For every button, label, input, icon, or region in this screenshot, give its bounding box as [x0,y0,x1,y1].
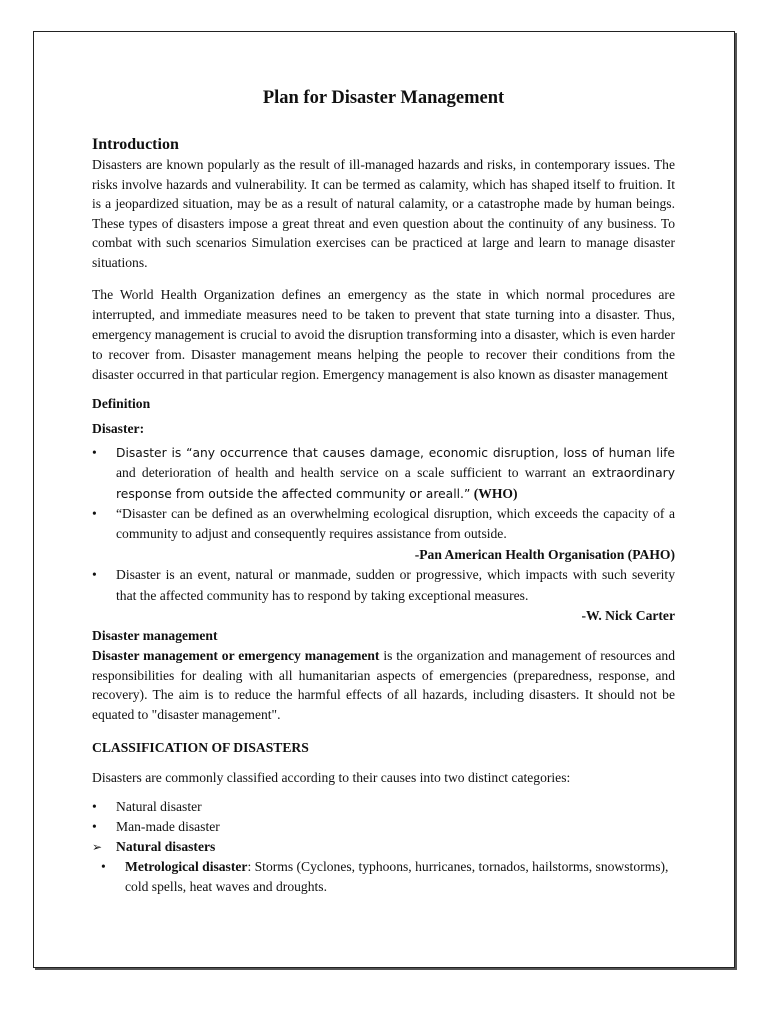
list-item [92,565,675,626]
disaster-management-text: is the organization and management of resources and responsibilities for dealing with all humanitarian aspects of emergencies (preparedness, response, and recovery). The aim is to reduce the harmful effects of all hazards, including disasters. It should not be equated to "disaster management". [92,648,675,722]
classification-heading: CLASSIFICATION OF DISASTERS [92,740,309,756]
bullet-icon: • [92,444,97,460]
definition-carter-text: Disaster is an event, natural or manmade, sudden or progressive, which impacts with such severity that the affected community has to respond by taking exceptional measures. [116,567,675,603]
classification-intro: Disasters are commonly classified according to their causes into two distinct categories: [92,769,571,785]
intro-paragraph-2: The World Health Organization defines an emergency as the state in which normal procedures are interrupted, and immediate measures need to be taken to prevent that state turning into a disaster. Thus, emergency management is crucial to avoid the disruption transforming into a disaster, which is even harder to recover from. Disaster management means helping the people to recover their conditions from the disaster occurred in that particular region. Emergency management is also known as disaster management [92,286,675,383]
natural-disasters-heading [92,837,675,857]
bullet-icon: • [92,818,97,834]
list-item [92,817,675,837]
definition-who-line3: extraordinary response from outside the affected community or areall.” [116,466,675,501]
document-body [92,88,675,897]
metrological-disaster-label: Metrological disaster [125,859,248,875]
list-item [92,504,675,565]
bullet-icon: • [92,567,97,583]
list-item [91,857,675,896]
category-man-made: Man-made disaster [116,818,220,834]
definition-heading: Definition [92,395,151,411]
definition-list [92,443,675,627]
intro-paragraph-1: Disasters are known popularly as the result of ill-managed hazards and risks, in contemporary issues. The risks involve hazards and vulnerability. It can be termed as calamity, which has shaped itself to fruition. It is a jeopardized situation, may be as a result of natural calamity, or a catastrophe made by human beings. These types of disasters impose a great threat and even question about the continuity of any business. To combat with such scenarios Simulation exercises can be practiced at large and learn to manage disaster situations. [92,157,675,270]
disaster-heading: Disaster: [92,421,145,437]
list-item [92,443,675,504]
introduction-heading: Introduction [92,136,179,153]
definition-carter-source: -W. Nick Carter [581,608,675,624]
bullet-icon: • [101,859,106,875]
bullet-icon: • [92,798,97,814]
list-item [92,797,675,817]
natural-disaster-types [92,857,675,896]
category-natural: Natural disaster [116,798,202,814]
definition-who-line1: Disaster is “any occurrence that causes damage, economic disruption, loss of human life [116,445,675,460]
disaster-management-heading: Disaster management [92,628,218,644]
definition-who-line2: and deterioration of health and health service on a scale sufficient to warrant an [116,465,586,481]
metrological-disaster-text: : Storms (Cyclones, typhoons, hurricanes, tornados, hailstorms, snowstorms), cold spells, heat waves and droughts. [125,859,669,894]
definition-who-source: (WHO) [473,485,518,501]
natural-disasters-label: Natural disasters [116,839,216,855]
disaster-management-bold: Disaster management or emergency management [92,648,380,664]
definition-paho-text: “Disaster can be defined as an overwhelming ecological disruption, which exceeds the capacity of a community to adjust and consequently requires assistance from outside. [116,505,675,542]
category-list [92,797,675,838]
disaster-management-paragraph [92,646,675,724]
arrow-icon: ➢ [92,840,103,855]
definition-paho-source: -Pan American Health Organisation (PAHO) [414,546,675,562]
bullet-icon: • [92,505,97,521]
document-title: Plan for Disaster Management [262,88,505,108]
